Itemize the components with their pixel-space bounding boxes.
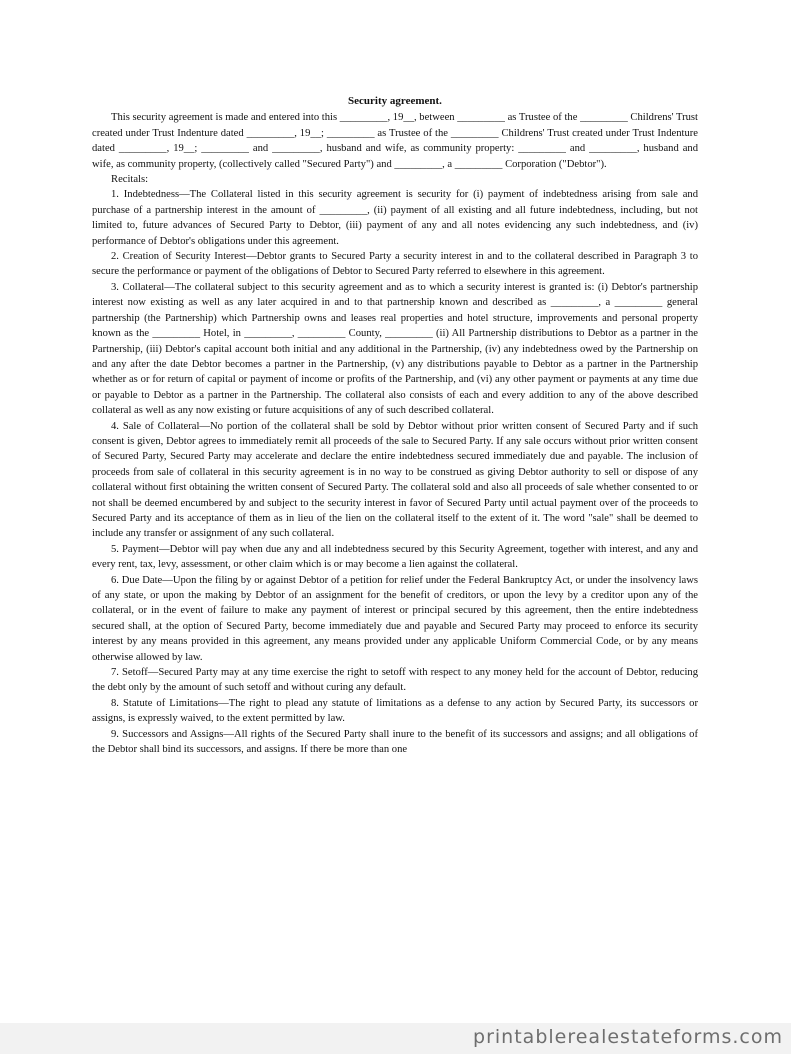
paragraph-sale-of-collateral: 4. Sale of Collateral—No portion of the collateral shall be sold by Debtor without prior written consent of Secured Party and if such consent is given, Debtor agrees to immediately remit all proceeds of the sale to Secured Party. If any sale occurs without prior written consent of Secured Party, Secured Party may accelerate and declare the entire indebtedness secured immediately due and payable. The inclusion of proceeds from sale of collateral in this security agreement is in no way to be construed as giving Debtor authority to sell or dispose of any collateral without first obtaining the written consent of Secured Party. The collateral sold and also all proceeds of sale whether consented to or not shall be deemed encumbered by and subject to the security interest in favor of Secured Party until actual payment over of the proceeds to Secured Party and its acceptance of them as in lieu of the lien on the collateral itself to the extent of it. The word "sale" shall be deemed to include any transfer or assignment of any such collateral.: [92, 420, 698, 540]
document-title: Security agreement.: [348, 95, 442, 107]
paragraph-collateral: 3. Collateral—The collateral subject to this security agreement and as to which a security interest is granted is: (i) Debtor's partnership interest now existing as well as any later acquired in and to that partnership known and described as _________, a _________ general partnership (the Partnership) which Partnership owns and leases real properties and hotel structure, improvements and personal property known as the _________ Hotel, in _________, _________ County, _________ (ii) All Partnership distributions to Debtor as a partner in the Partnership, (iii) Debtor's capital account both initial and any additional in the Partnership, (iv) any indebtedness owed by the Partnership on and any after the date Debtor becomes a partner in the Partnership, (v) any distributions payable to Debtor as a partner in the Partnership whether as or for return of capital or payment of income or profits of the Partnership, and (vi) any other payment or payments at any time due or payable to Debtor as a partner in the Partnership. The collateral also consists of each and every addition to any of the above described collateral as well as any now existing or future acquisitions of any of such described collateral.: [92, 281, 698, 417]
paragraph-successors-and-assigns: 9. Successors and Assigns—All rights of the Secured Party shall inure to the benefit of its successors and assigns; and all obligations of the Debtor shall bind its successors, and assigns. If there be more than one: [92, 728, 698, 756]
paragraph-indebtedness: 1. Indebtedness—The Collateral listed in this security agreement is security for (i) payment of indebtedness arising from sale and purchase of a partnership interest in the amount of _________, (ii) payment of all existing and all future indebtedness, including, but not limited to, future advances of Secured Party to Debtor, (iii) payment of any and all notes evidencing any such indebtedness, and (iv) performance of Debtor's obligations under this agreement.: [92, 189, 698, 247]
recitals-label: Recitals:: [111, 174, 149, 186]
paragraph-setoff: 7. Setoff—Secured Party may at any time exercise the right to setoff with respect to any money held for the account of Debtor, reducing the debt only by the amount of such setoff and without curing any default.: [92, 667, 698, 694]
intro-paragraph: This security agreement is made and entered into this _________, 19__, between _________ as Trustee of the _________ Childrens' Trust created under Trust Indenture dated _________, 19__; _________ as Trustee of the _________ Childrens' Trust created under Trust Indenture dated _________, 19__; _________ and _________, husband and wife, as community property: _________ and _________, husband and wife, as community property, (collectively called "Secured Party") and _________, a _________ Corporation ("Debtor").: [92, 112, 698, 170]
document-page: [92, 94, 698, 757]
paragraph-statute-of-limitations: 8. Statute of Limitations—The right to plead any statute of limitations as a defense to any action by Secured Party, its successors or assigns, is expressly waived, to the extent permitted by law.: [92, 697, 698, 725]
paragraph-due-date: 6. Due Date—Upon the filing by or against Debtor of a petition for relief under the Federal Bankruptcy Act, or under the insolvency laws of any state, or upon the making by Debtor of an assignment for the benefit of creditors, or upon the levy by a creditor upon any of the collateral, or in the event of failure to make any payment of interest or principal secured by this agreement, then the entire indebtedness secured shall, at the option of Secured Party, become immediately due and payable and Secured Party may proceed to enforce its security interest by any means provided in this agreement, any means provided under any applicable Uniform Commercial Code, or by any means otherwise allowed by law.: [92, 574, 698, 663]
paragraph-creation-of-security-interest: 2. Creation of Security Interest—Debtor grants to Secured Party a security interest in and to the collateral described in Paragraph 3 to secure the performance or payment of the obligations of Debtor to Secured Party referred to elsewhere in this agreement.: [92, 251, 698, 278]
paragraph-payment: 5. Payment—Debtor will pay when due any and all indebtedness secured by this Security Agreement, together with interest, and any and every rent, tax, levy, assessment, or other claim which is or may become a lien against the collateral.: [92, 543, 698, 571]
footer-site-watermark: printablerealestateforms.com: [473, 1026, 783, 1048]
footer-bar: [0, 1023, 791, 1054]
